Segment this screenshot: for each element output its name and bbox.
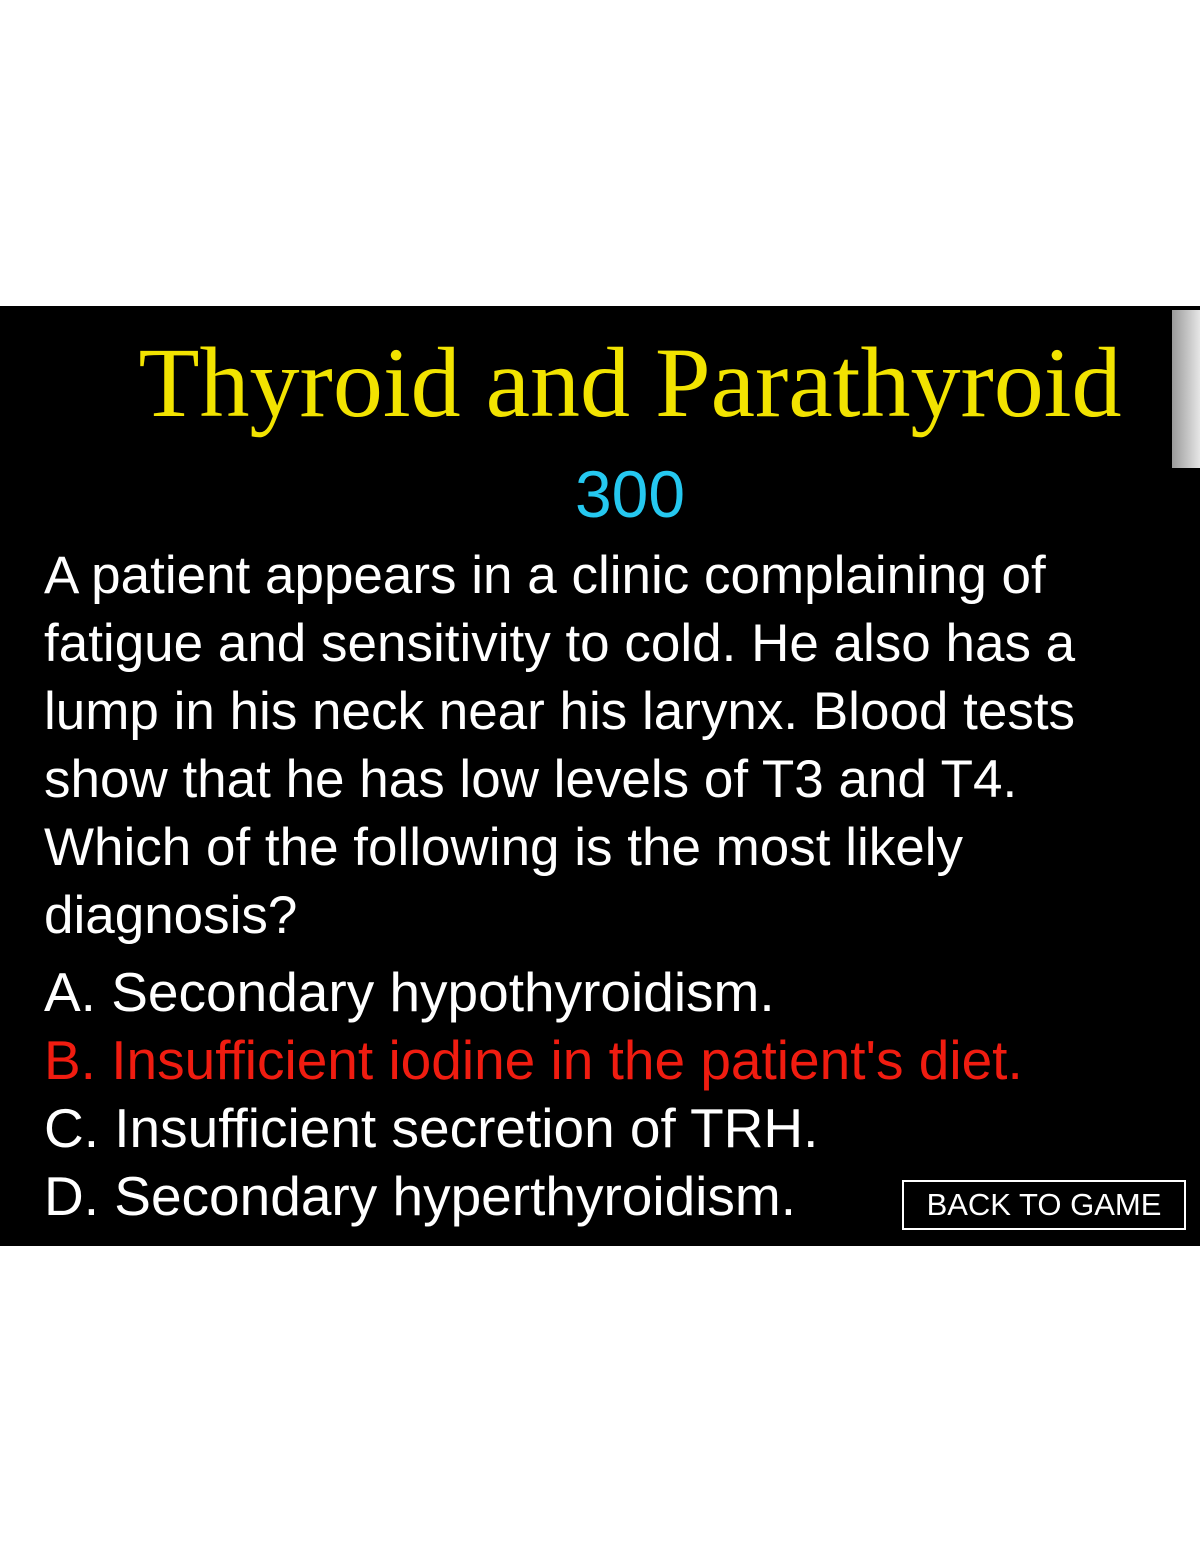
question-text: A patient appears in a clinic complaining of fatigue and sensitivity to cold. He also has a lump in his neck near his larynx. Blood tests show that he has low levels of T3 and T4. Which of the following is the most likely diagnosis? [44, 546, 1076, 945]
point-value: 300 [574, 457, 686, 531]
back-to-game-button[interactable]: BACK TO GAME [902, 1180, 1186, 1230]
answer-option-c: C. Insufficient secretion of TRH. [44, 1097, 819, 1159]
answer-option-d: D. Secondary hyperthyroidism. [44, 1165, 796, 1227]
answer-option-b-correct: B. Insufficient iodine in the patient's diet. [44, 1029, 1023, 1091]
answer-option-a: A. Secondary hypothyroidism. [44, 961, 775, 1023]
category-title: Thyroid and Parathyroid [138, 327, 1122, 438]
question-slide [0, 306, 1200, 1246]
